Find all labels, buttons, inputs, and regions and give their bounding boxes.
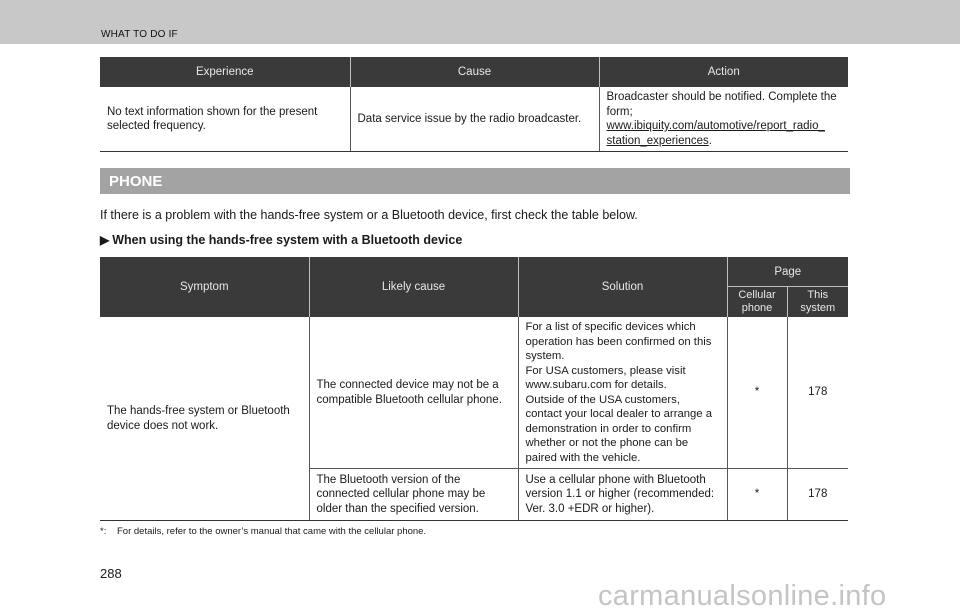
cellular-page-cell: * [727, 469, 787, 521]
system-page-cell: 178 [787, 469, 848, 521]
header-action: Action [599, 57, 848, 87]
cause-cell: The Bluetooth version of the connected cellular phone may be older than the specified version. [309, 469, 518, 521]
subheading [100, 233, 462, 247]
page-number: 288 [100, 566, 122, 581]
header-experience: Experience [100, 57, 350, 87]
experience-cell: No text information shown for the present selected frequency. [100, 87, 350, 152]
header-cause: Cause [350, 57, 599, 87]
section-label: WHAT TO DO IF [101, 29, 178, 40]
footnote-marker: *: [100, 526, 107, 537]
cellular-page-cell: * [727, 317, 787, 469]
subheading-text: When using the hands-free system with a Bluetooth device [112, 233, 463, 247]
header-solution: Solution [518, 257, 727, 317]
solution-line: For USA customers, please visit www.subaru.com for details. [525, 364, 686, 391]
table-row [100, 317, 848, 469]
watermark: carmanualsonline.info [598, 580, 887, 612]
table-row [100, 87, 848, 152]
phone-troubleshooting-table [100, 257, 848, 521]
header-bar [0, 0, 960, 44]
section-title: PHONE [109, 173, 163, 190]
solution-line: Use a cellular phone with Bluetooth version 1.1 or higher (recommended: Ver. 3.0 +EDR or higher). [525, 473, 715, 515]
symptom-cell: The hands-free system or Bluetooth device does not work. [100, 317, 309, 521]
section-bar [100, 168, 850, 194]
solution-line: For a list of specific devices which operation has been confirmed on this system. [525, 321, 712, 362]
cause-cell: Data service issue by the radio broadcaster. [350, 87, 599, 152]
cause-cell: The connected device may not be a compatible Bluetooth cellular phone. [309, 317, 518, 469]
action-text: Broadcaster should be notified. Complete the form; [606, 91, 837, 118]
header-symptom: Symptom [100, 257, 309, 317]
header-cellular-phone: Cellular phone [727, 287, 787, 318]
triangle-icon: ▶ [100, 233, 110, 247]
report-link[interactable]: www.ibiquity.com/automotive/report_radio_ [606, 120, 825, 132]
footnote-text: For details, refer to the owner’s manual that came with the cellular phone. [117, 526, 427, 537]
radio-troubleshooting-table [100, 57, 848, 152]
action-cell [599, 87, 848, 152]
header-page: Page [727, 257, 848, 287]
action-end: . [708, 134, 712, 147]
system-page-cell: 178 [787, 317, 848, 469]
solution-line: Outside of the USA customers, contact your local dealer to arrange a demonstration in order to confirm whether or not the phone can be paired with the vehicle. [525, 393, 713, 464]
header-likely-cause: Likely cause [309, 257, 518, 317]
header-this-system: This system [787, 287, 848, 318]
solution-cell [518, 317, 727, 469]
report-link-continued[interactable]: station_experiences [606, 134, 709, 147]
solution-cell [518, 469, 727, 521]
footnote [100, 526, 426, 537]
intro-text: If there is a problem with the hands-free system or a Bluetooth device, first check the table below. [100, 208, 638, 222]
